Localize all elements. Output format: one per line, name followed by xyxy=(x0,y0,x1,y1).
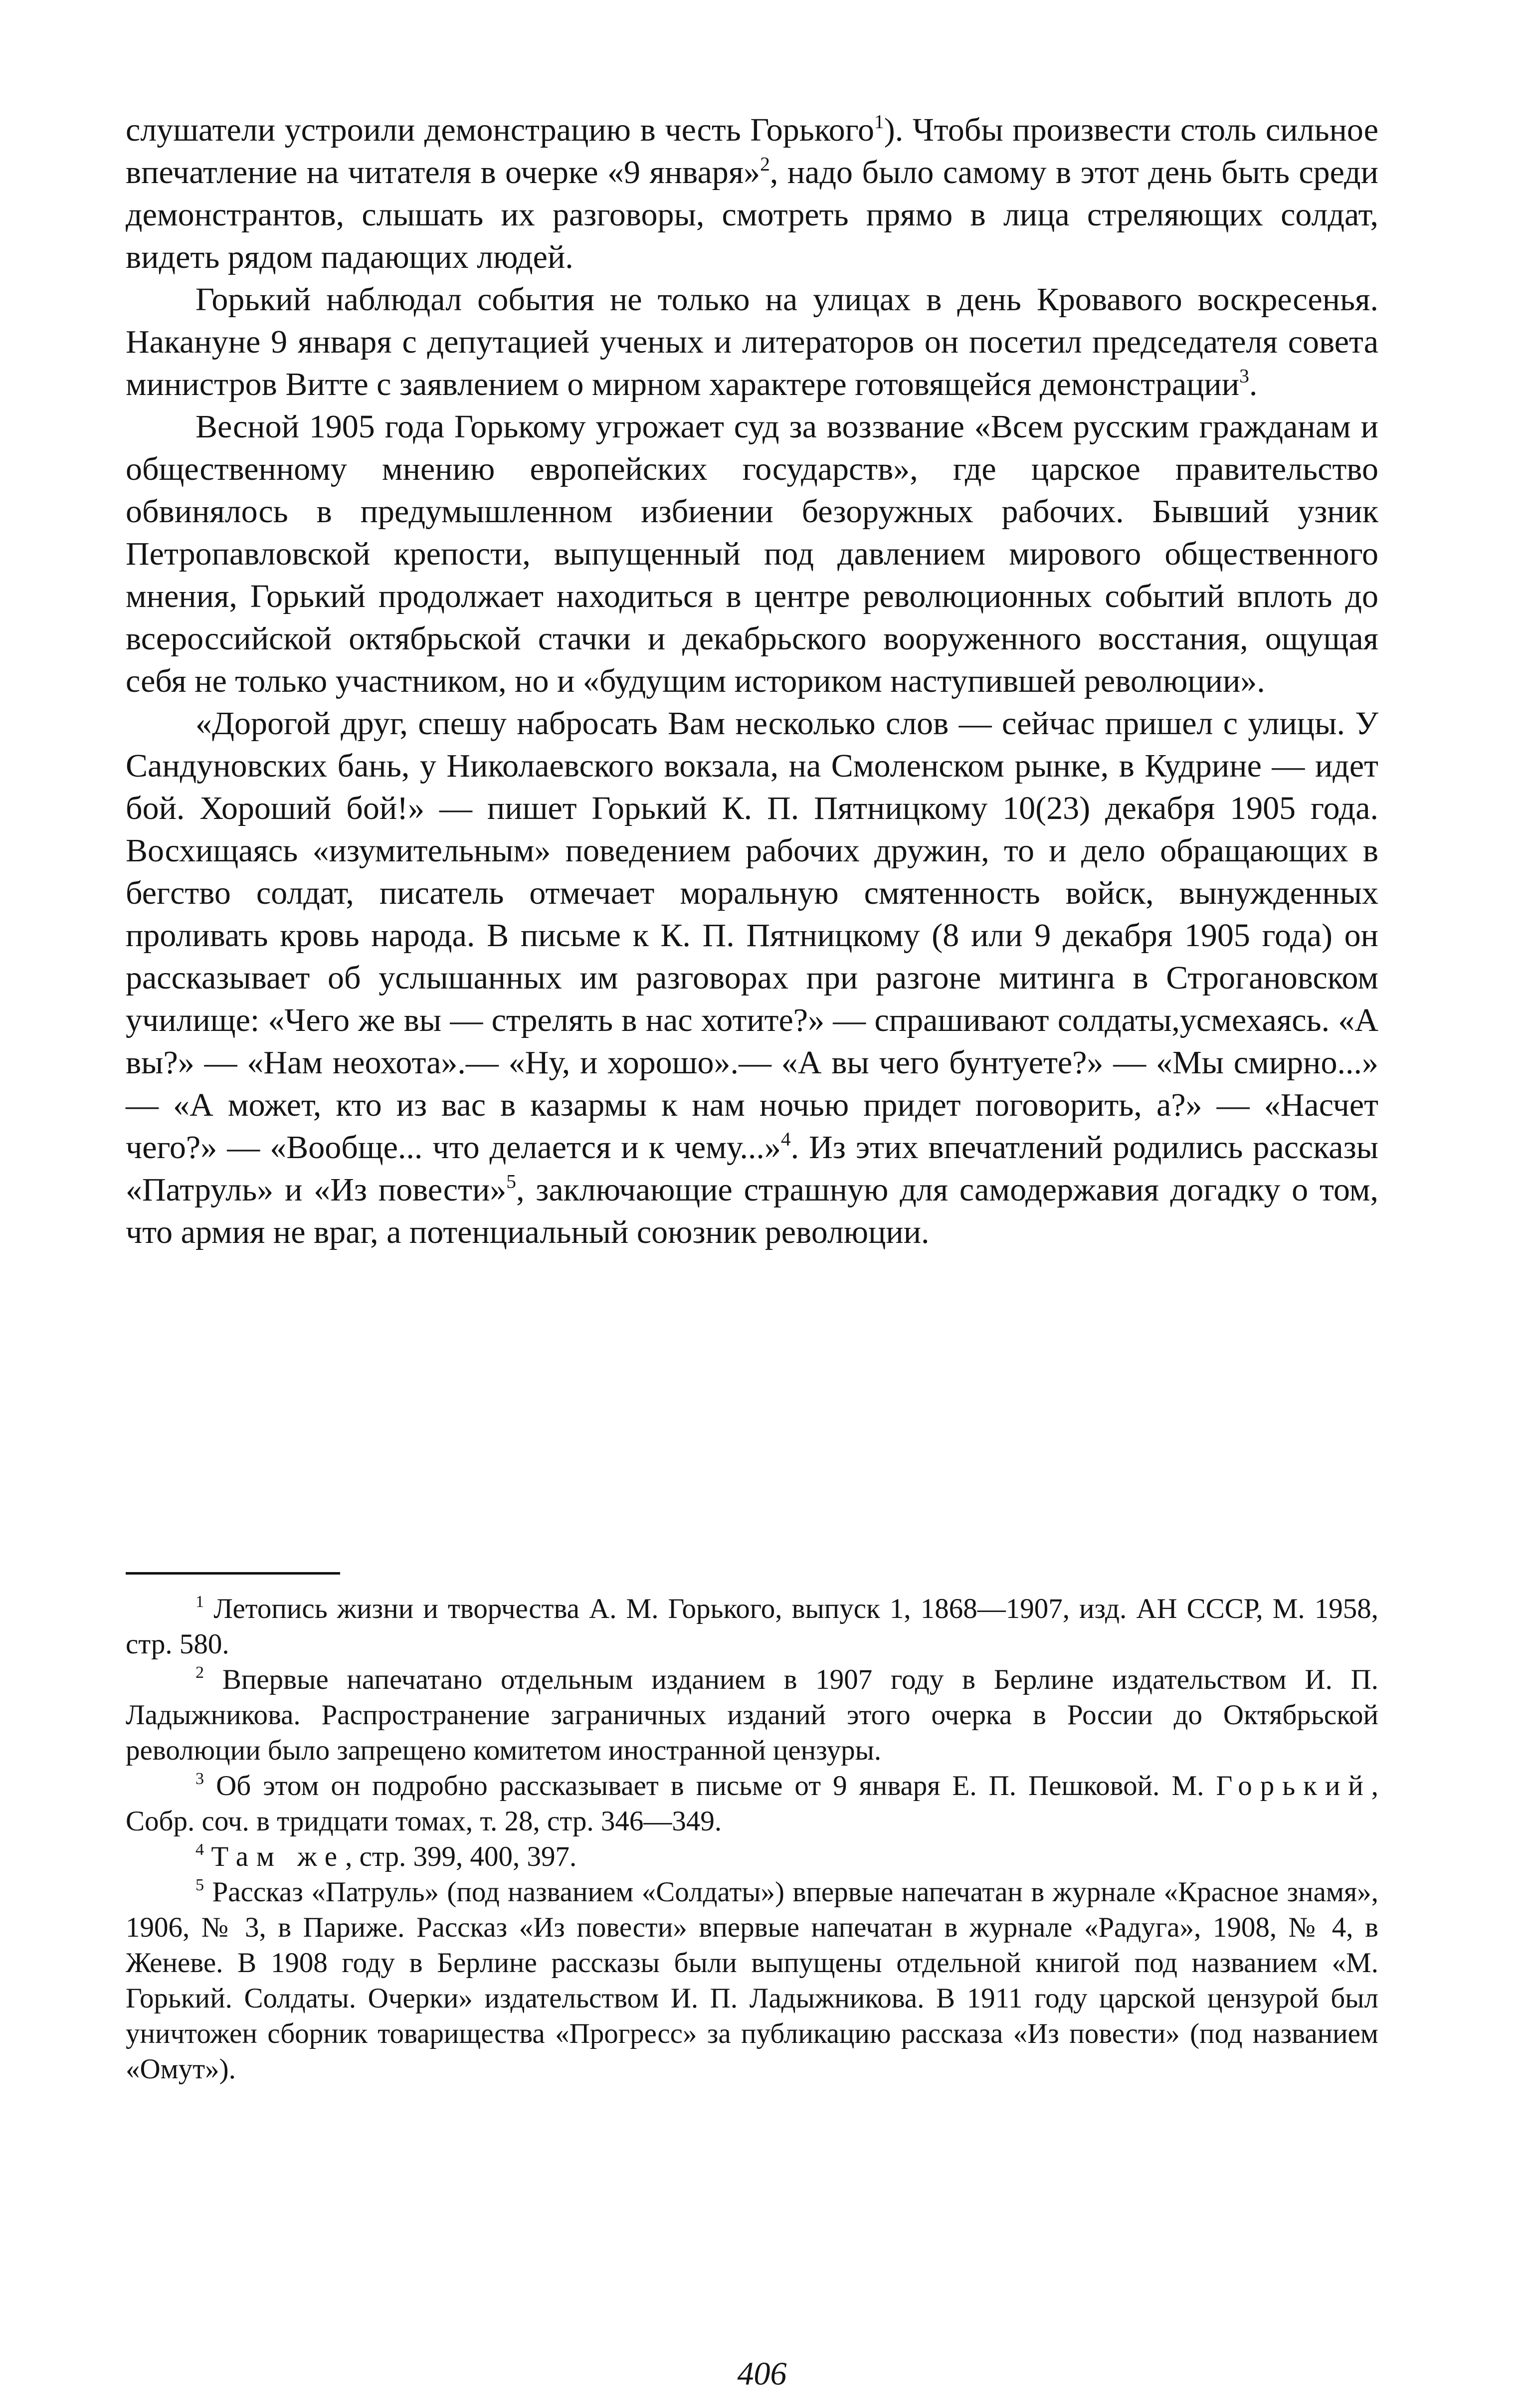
footnote-ref: 1 xyxy=(874,110,884,133)
paragraph-4 xyxy=(126,702,1378,1253)
paragraph-text: , заключающие страшную для самодержавия догадку о том, что армия не враг, а потенциальный союзник революции. xyxy=(126,1172,1379,1250)
main-text xyxy=(126,109,1378,1253)
footnote-number: 1 xyxy=(195,1592,204,1611)
footnote-ref: 2 xyxy=(760,153,770,175)
footnote-text: , стр. 399, 400, 397. xyxy=(345,1841,577,1872)
footnote-number: 5 xyxy=(195,1875,204,1894)
footnote-text: , Собр. соч. в тридцати томах, т. 28, стр. 346—349. xyxy=(126,1770,1378,1837)
footnote-5 xyxy=(126,1874,1378,2087)
footnote-number: 4 xyxy=(195,1840,204,1859)
footnote-text: Летопись жизни и творчества А. М. Горького, выпуск 1, 1868—1907, изд. АН СССР, М. 1958, стр. 580. xyxy=(126,1593,1378,1660)
footnote-divider xyxy=(126,1572,340,1575)
paragraph-text: «Дорогой друг, спешу набросать Вам несколько слов — сейчас пришел с улицы. У Сандуновских бань, у Николаевского вокзала, на Смоленском рынке, в Кудрине — идет бой. Хороший бой!» — пишет Горький К. П. Пятницкому 10(23) декабря 1905 года. Восхищаясь «изумительным» поведением рабочих дружин, то и дело обращающих в бегство солдат, писатель отмечает моральную смятенность войск, вынужденных проливать кровь народа. В письме к К. П. Пятницкому (8 или 9 декабря 1905 года) он рассказывает об услышанных им разговорах при разгоне митинга в Строгановском училище: «Чего же вы — стрелять в нас хотите?» — спрашивают солдаты,усмехаясь. «А вы?» — «Нам неохота».— «Ну, и хорошо».— «А вы чего бунтуете?» — «Мы смирно...» — «А может, кто из вас в казармы к нам ночью придет поговорить, а?» — «Насчет чего?» — «Вообще... что делается и к чему...» xyxy=(126,705,1378,1166)
footnote-4 xyxy=(126,1839,1378,1874)
paragraph-2 xyxy=(126,278,1378,405)
paragraph-text: . Из этих впечатлений родились рассказы «Патруль» и «Из повести» xyxy=(126,1129,1378,1208)
footnote-1 xyxy=(126,1591,1378,1662)
footnote-author-spaced: Горький xyxy=(1216,1770,1371,1802)
paragraph-text: Горький наблюдал события не только на улицах в день Кровавого воскресенья. Накануне 9 января с депутацией ученых и литераторов он посетил председателя совета министров Витте с заявлением о мирном характере готовящейся демонстрации xyxy=(126,281,1378,402)
footnote-3 xyxy=(126,1768,1378,1839)
footnote-text: Впервые напечатано отдельным изданием в 1907 году в Берлине издательством И. П. Ладыжникова. Распространение заграничных изданий этого очерка в России до Октябрьской революции было запрещено комитетом иностранной цензуры. xyxy=(126,1664,1379,1766)
paragraph-1 xyxy=(126,109,1378,278)
footnote-ref: 3 xyxy=(1239,365,1249,387)
footnote-ref: 5 xyxy=(506,1170,517,1193)
footnote-text: Рассказ «Патруль» (под названием «Солдаты») впервые напечатан в журнале «Красное знамя», 1906, № 3, в Париже. Рассказ «Из повести» впервые напечатан в журнале «Радуга», 1908, № 4, в Женеве. В 1908 году в Берлине рассказы были выпущены отдельной книгой под названием «М. Горький. Солдаты. Очерки» издательством И. П. Ладыжникова. В 1911 году царской цензурой был уничтожен сборник товарищества «Прогресс» за публикацию рассказа «Из повести» (под названием «Омут»). xyxy=(126,1876,1378,2085)
footnote-ibid-spaced: Там же xyxy=(211,1841,346,1872)
paragraph-text: , надо было самому в этот день быть среди демонстрантов, слышать их разговоры, смотреть прямо в лица стреляющих солдат, видеть рядом падающих людей. xyxy=(126,154,1379,275)
paragraph-text: . xyxy=(1249,366,1258,402)
footnote-number: 2 xyxy=(195,1663,204,1682)
paragraph-text: ). Чтобы произвести столь сильное впечатление на читателя в очерке «9 января» xyxy=(126,112,1378,191)
paragraph-3: Весной 1905 года Горькому угрожает суд за воззвание «Всем русским гражданам и общественному мнению европейских государств», где царское правительство обвинялось в предумышленном избиении безоружных рабочих. Бывший узник Петропавловской крепости, выпущенный под давлением мирового общественного мнения, Горький продолжает находиться в центре революционных событий вплоть до всероссийской октябрьской стачки и декабрьского вооруженного восстания, ощущая себя не только участником, но и «будущим историком наступившей революции». xyxy=(126,408,1378,699)
footnote-ref: 4 xyxy=(780,1128,791,1150)
footnote-number: 3 xyxy=(195,1769,204,1788)
footnote-text: Об этом он подробно рассказывает в письме от 9 января Е. П. Пешковой. М. xyxy=(216,1770,1216,1802)
paragraph-text: слушатели устроили демонстрацию в честь Горького xyxy=(126,112,874,148)
footnotes xyxy=(126,1591,1378,2087)
footnote-2 xyxy=(126,1662,1378,1768)
page-number: 406 xyxy=(737,2356,787,2392)
